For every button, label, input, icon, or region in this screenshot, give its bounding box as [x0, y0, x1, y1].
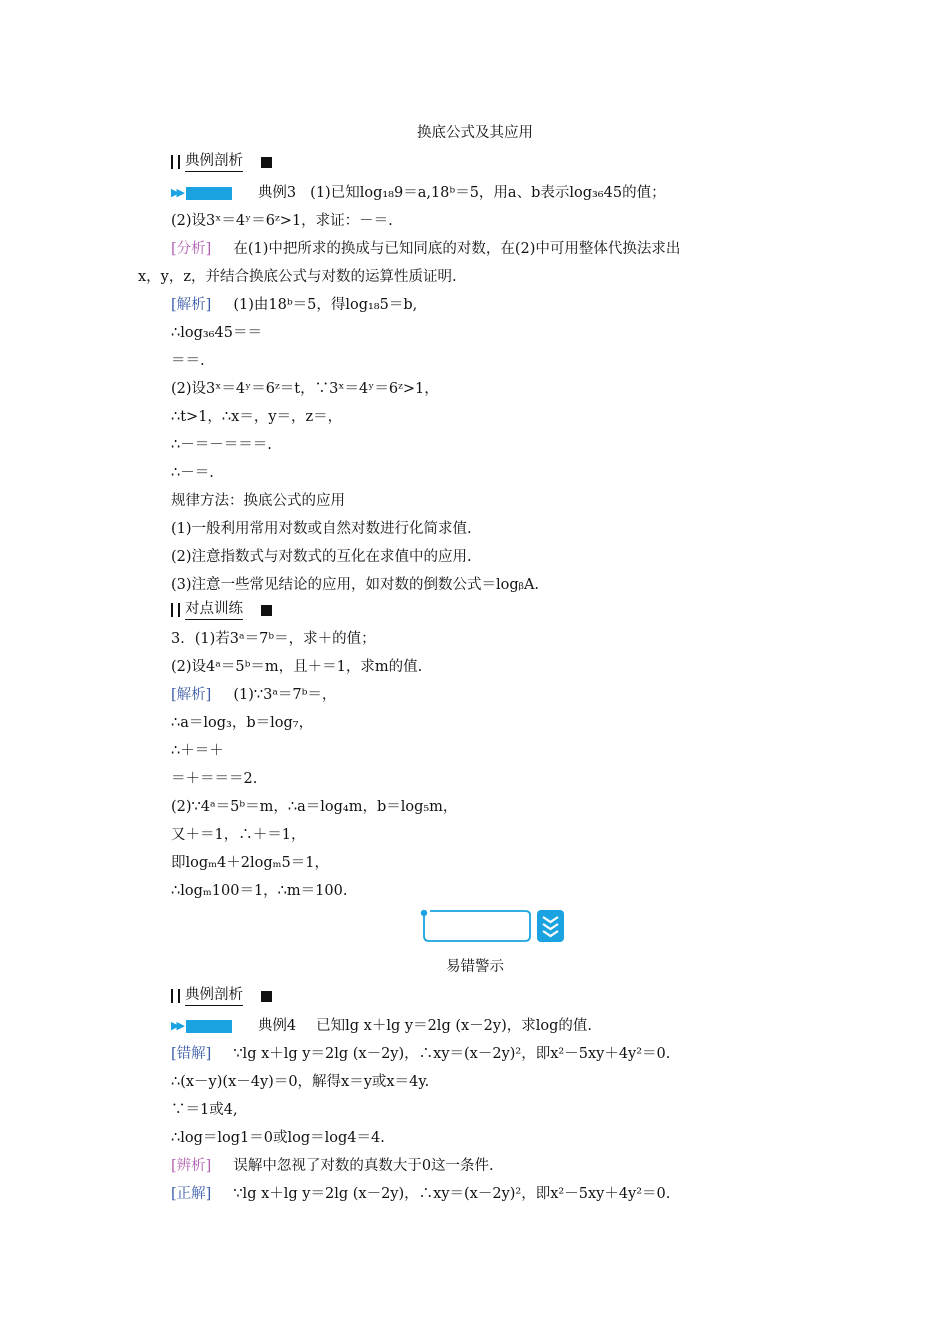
analysis-line-2: x，y，z，并结合换底公式与对数的运算性质证明. [138, 269, 457, 285]
analysis-line [171, 240, 680, 258]
rules-title: 规律方法：换底公式的应用 [171, 493, 345, 509]
practice-solution-line: (2)∵4ᵃ＝5ᵇ＝m，∴a＝log₄m，b＝log₅m， [171, 799, 458, 815]
rules-item: (1)一般利用常用对数或自然对数进行化简求值. [171, 521, 472, 537]
analysis-text: 在(1)中把所求的换成与已知同底的对数，在(2)中可用整体代换法求出 [233, 241, 681, 257]
discrimination-text: 误解中忽视了对数的真数大于0这一条件. [233, 1158, 494, 1174]
analysis-tag: [分析] [171, 241, 212, 257]
bar-icon [171, 989, 173, 1003]
practice-solution-line: ∴a＝log₃，b＝log₇， [171, 715, 314, 731]
header-label: 对点训练 [185, 600, 243, 620]
discrimination-line [171, 1157, 494, 1175]
section-title: 换底公式及其应用 [417, 125, 533, 141]
bar-icon [178, 603, 180, 617]
wrong-solution-line [171, 1045, 670, 1063]
example3-question-2: (2)设3ˣ＝4ʸ＝6ᶻ>1，求证：－＝. [171, 213, 393, 229]
practice-solution-line: 又＋＝1，∴＋＝1， [171, 827, 306, 843]
wrong-text: ∵lg x＋lg y＝2lg (x－2y)，∴xy＝(x－2y)²，即x²－5xy＋4y²＝0. [233, 1046, 671, 1062]
wrong-tag: [错解] [171, 1046, 212, 1062]
practice-solution-line: 即logₘ4＋2logₘ5＝1， [171, 855, 329, 871]
example-header [171, 986, 272, 1006]
solution-text: (1)∵3ᵃ＝7ᵇ＝， [233, 687, 337, 703]
solution-line: ∴log₃₆45＝＝ [171, 325, 262, 341]
solution-line [171, 296, 417, 314]
solution-tag: [解析] [171, 687, 212, 703]
example4-question [171, 1017, 592, 1035]
correct-text: ∵lg x＋lg y＝2lg (x－2y)，∴xy＝(x－2y)²，即x²－5xy＋4y²＝0. [233, 1186, 671, 1202]
square-icon [261, 157, 272, 168]
solution-line: ＝＝. [171, 353, 205, 369]
section-banner-icon [418, 906, 568, 946]
practice-header [171, 600, 272, 620]
rules-item: (2)注意指数式与对数式的互化在求值中的应用. [171, 549, 472, 565]
practice-solution-line: ＝＋＝＝＝2. [171, 771, 258, 787]
solution-tag: [解析] [171, 297, 212, 313]
practice-solution-line [171, 686, 336, 704]
example-badge-icon: ▶▶ [171, 1017, 232, 1035]
wrong-solution-line: ∵＝1或4, [171, 1102, 238, 1118]
square-icon [261, 605, 272, 616]
question-text: 已知lg x＋lg y＝2lg (x－2y)，求log的值. [316, 1018, 593, 1034]
example-header [171, 152, 272, 172]
example-label: 典例3 [257, 185, 297, 201]
example-label: 典例4 [257, 1018, 297, 1034]
practice-solution-line: ∴logₘ100＝1，∴m＝100. [171, 883, 348, 899]
question-text: (1)已知log₁₈9＝a,18ᵇ＝5，用a、b表示log₃₆45的值； [310, 185, 666, 201]
wrong-solution-line: ∴(x－y)(x－4y)＝0，解得x＝y或x＝4y. [171, 1074, 430, 1090]
solution-line: ∴－＝. [171, 465, 214, 481]
practice-question: 3．(1)若3ᵃ＝7ᵇ＝，求＋的值； [171, 631, 376, 647]
header-label: 典例剖析 [185, 152, 243, 172]
solution-line: (2)设3ˣ＝4ʸ＝6ᶻ＝t，∵3ˣ＝4ʸ＝6ᶻ>1， [171, 381, 439, 397]
section-title-2: 易错警示 [446, 959, 504, 975]
discrimination-tag: [辨析] [171, 1158, 212, 1174]
example-badge-icon: ▶▶ [171, 184, 232, 202]
bar-icon [178, 989, 180, 1003]
rules-item: (3)注意一些常见结论的应用，如对数的倒数公式＝logᵦA. [171, 577, 540, 593]
header-label: 典例剖析 [185, 986, 243, 1006]
bar-icon [171, 155, 173, 169]
correct-tag: [正解] [171, 1186, 212, 1202]
practice-question: (2)设4ᵃ＝5ᵇ＝m，且＋＝1，求m的值. [171, 659, 423, 675]
square-icon [261, 991, 272, 1002]
solution-line: ∴t>1，∴x＝，y＝，z＝， [171, 409, 343, 425]
correct-solution-line [171, 1185, 670, 1203]
solution-line: ∴－＝－＝＝＝. [171, 437, 272, 453]
bar-icon [178, 155, 180, 169]
solution-text: (1)由18ᵇ＝5，得log₁₈5＝b, [233, 297, 418, 313]
practice-solution-line: ∴＋＝＋ [171, 743, 224, 759]
bar-icon [171, 603, 173, 617]
wrong-solution-line: ∴log＝log1＝0或log＝log4＝4. [171, 1130, 385, 1146]
example3-question [171, 184, 666, 202]
